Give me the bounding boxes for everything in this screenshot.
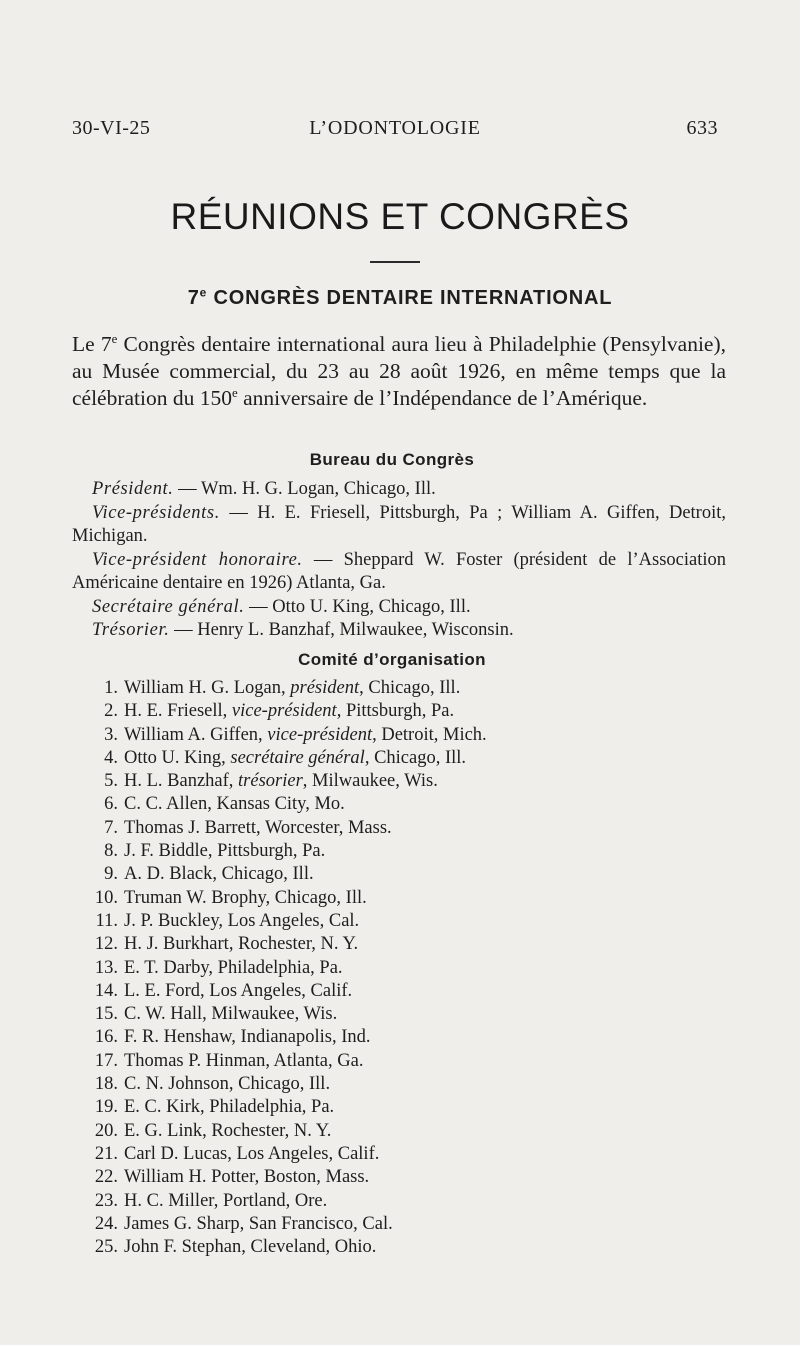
member-name: William H. Potter, Boston, Mass.: [124, 1167, 370, 1188]
officer-role: Vice-président honoraire.: [92, 549, 303, 570]
list-item: [72, 1073, 726, 1096]
member-number: 9.: [104, 864, 118, 885]
officer-text: — H. E. Friesell, Pittsburgh, Pa ; William A. Giffen, Detroit, Michigan.: [72, 502, 726, 546]
officer-role: Trésorier.: [92, 620, 170, 640]
intro-part-1: Le 7: [72, 332, 112, 356]
officer-text: — Sheppard W. Foster (président de l’Association Américaine dentaire en 1926) Atlanta, Ga.: [72, 549, 726, 593]
member-number: 13.: [94, 957, 118, 978]
section-title-sup: e: [199, 285, 208, 300]
member-number: 15.: [94, 1004, 118, 1025]
section-title-ordinal: 7: [187, 287, 200, 309]
member-number: 11.: [95, 910, 118, 931]
officer-line: [72, 502, 726, 549]
officer-role: Secrétaire général.: [92, 596, 245, 617]
list-item: [72, 817, 726, 840]
member-name: J. P. Buckley, Los Angeles, Cal.: [124, 910, 360, 931]
list-item: [72, 677, 726, 700]
member-number: 22.: [94, 1167, 118, 1188]
header-journal-title: L’ODONTOLOGIE: [309, 117, 481, 139]
member-number: 6.: [104, 794, 118, 815]
member-name: C. N. Johnson, Chicago, Ill.: [124, 1074, 331, 1095]
title-divider: [370, 261, 420, 263]
list-item: [72, 957, 726, 980]
member-role: vice-président: [231, 701, 337, 722]
list-item: [72, 1050, 726, 1073]
intro-part-2: Congrès dentaire international aura lieu à Philadelphie (Pensylvanie), au Musée commercial, du 23 au 28 août 1926, en même temps que la célébration du 150: [72, 332, 726, 410]
member-number: 24.: [94, 1213, 118, 1234]
member-number: 25.: [94, 1237, 118, 1258]
list-item: [72, 887, 726, 910]
main-title: RÉUNIONS ET CONGRÈS: [170, 196, 630, 237]
list-item: [72, 1026, 726, 1049]
officer-text: — Wm. H. G. Logan, Chicago, Ill.: [173, 479, 436, 499]
list-item: [72, 700, 726, 723]
officer-line: [72, 549, 726, 596]
member-name: J. F. Biddle, Pittsburgh, Pa.: [124, 841, 326, 862]
member-name: E. G. Link, Rochester, N. Y.: [124, 1120, 332, 1141]
list-item: [72, 1096, 726, 1119]
member-name: Otto U. King,: [124, 747, 231, 768]
officer-role: Vice-présidents.: [92, 502, 220, 523]
section-title-rest: CONGRÈS DENTAIRE INTERNATIONAL: [207, 287, 613, 309]
list-item: [72, 1166, 726, 1189]
member-number: 5.: [104, 771, 118, 792]
member-name: James G. Sharp, San Francisco, Cal.: [124, 1213, 393, 1234]
member-number: 7.: [104, 817, 118, 838]
list-item: [72, 1143, 726, 1166]
member-number: 12.: [94, 934, 118, 955]
running-header: [72, 117, 718, 141]
member-name: C. C. Allen, Kansas City, Mo.: [124, 794, 345, 815]
member-role: trésorier: [238, 771, 303, 792]
member-name: F. R. Henshaw, Indianapolis, Ind.: [124, 1027, 371, 1048]
header-page-number: 633: [686, 117, 718, 139]
list-item: [72, 1236, 726, 1259]
member-role: secrétaire général: [230, 747, 365, 768]
member-name: William A. Giffen,: [124, 724, 268, 745]
member-place: , Chicago, Ill.: [364, 747, 467, 768]
list-item: [72, 747, 726, 770]
member-name: H. E. Friesell,: [124, 701, 232, 722]
member-role: vice-président: [267, 724, 373, 745]
member-number: 17.: [94, 1050, 118, 1071]
member-name: William H. G. Logan,: [124, 678, 291, 698]
officer-text: — Henry L. Banzhaf, Milwaukee, Wisconsin.: [169, 620, 514, 640]
list-item: [72, 933, 726, 956]
list-item: [72, 1190, 726, 1213]
officer-line: [72, 596, 726, 620]
list-item: [72, 793, 726, 816]
member-name: E. T. Darby, Philadelphia, Pa.: [124, 957, 343, 978]
member-name: H. L. Banzhaf,: [124, 771, 239, 792]
officer-line: [72, 619, 726, 643]
member-number: 19.: [94, 1097, 118, 1118]
member-place: , Milwaukee, Wis.: [302, 771, 438, 792]
member-name: Carl D. Lucas, Los Angeles, Calif.: [124, 1143, 380, 1164]
committee-member-list: [72, 677, 726, 1259]
member-name: E. C. Kirk, Philadelphia, Pa.: [124, 1097, 335, 1118]
member-name: Thomas P. Hinman, Atlanta, Ga.: [124, 1050, 364, 1071]
member-name: Thomas J. Barrett, Worcester, Mass.: [124, 817, 392, 838]
section-title: [0, 287, 800, 310]
list-item: [72, 1003, 726, 1026]
member-number: 21.: [94, 1143, 118, 1164]
member-number: 18.: [94, 1074, 118, 1095]
list-item: [72, 724, 726, 747]
list-item: [72, 980, 726, 1003]
member-place: , Pittsburgh, Pa.: [336, 701, 455, 722]
member-name: C. W. Hall, Milwaukee, Wis.: [124, 1004, 338, 1025]
header-date: 30-VI-25: [72, 117, 151, 139]
member-place: , Detroit, Mich.: [372, 724, 487, 745]
officer-text: — Otto U. King, Chicago, Ill.: [244, 596, 471, 617]
intro-paragraph: [72, 331, 726, 412]
member-name: John F. Stephan, Cleveland, Ohio.: [124, 1237, 377, 1258]
bureau-officers: [72, 478, 726, 643]
officer-line: [72, 478, 726, 502]
intro-sup-2: e: [232, 385, 238, 400]
member-name: L. E. Ford, Los Angeles, Calif.: [124, 980, 353, 1001]
officer-role: Président.: [92, 479, 174, 499]
list-item: [72, 1213, 726, 1236]
list-item: [72, 1120, 726, 1143]
member-number: 1.: [104, 678, 118, 698]
intro-part-3: anniversaire de l’Indépendance de l’Amérique.: [237, 386, 648, 410]
member-number: 16.: [94, 1027, 118, 1048]
comite-heading: Comité d’organisation: [298, 650, 486, 669]
list-item: [72, 863, 726, 886]
list-item: [72, 910, 726, 933]
member-number: 3.: [104, 724, 118, 745]
member-number: 2.: [104, 701, 118, 722]
list-item: [72, 770, 726, 793]
member-place: , Chicago, Ill.: [359, 678, 461, 698]
member-number: 4.: [104, 747, 118, 768]
member-name: A. D. Black, Chicago, Ill.: [124, 864, 314, 885]
member-number: 14.: [94, 980, 118, 1001]
member-name: H. C. Miller, Portland, Ore.: [124, 1190, 328, 1211]
bureau-heading: Bureau du Congrès: [309, 450, 475, 469]
member-name: Truman W. Brophy, Chicago, Ill.: [124, 887, 367, 908]
list-item: [72, 840, 726, 863]
member-number: 10.: [94, 887, 118, 908]
intro-sup-1: e: [111, 331, 118, 346]
member-name: H. J. Burkhart, Rochester, N. Y.: [124, 934, 359, 955]
member-role: président: [290, 678, 360, 698]
member-number: 23.: [94, 1190, 118, 1211]
member-number: 20.: [94, 1120, 118, 1141]
member-number: 8.: [104, 841, 118, 862]
